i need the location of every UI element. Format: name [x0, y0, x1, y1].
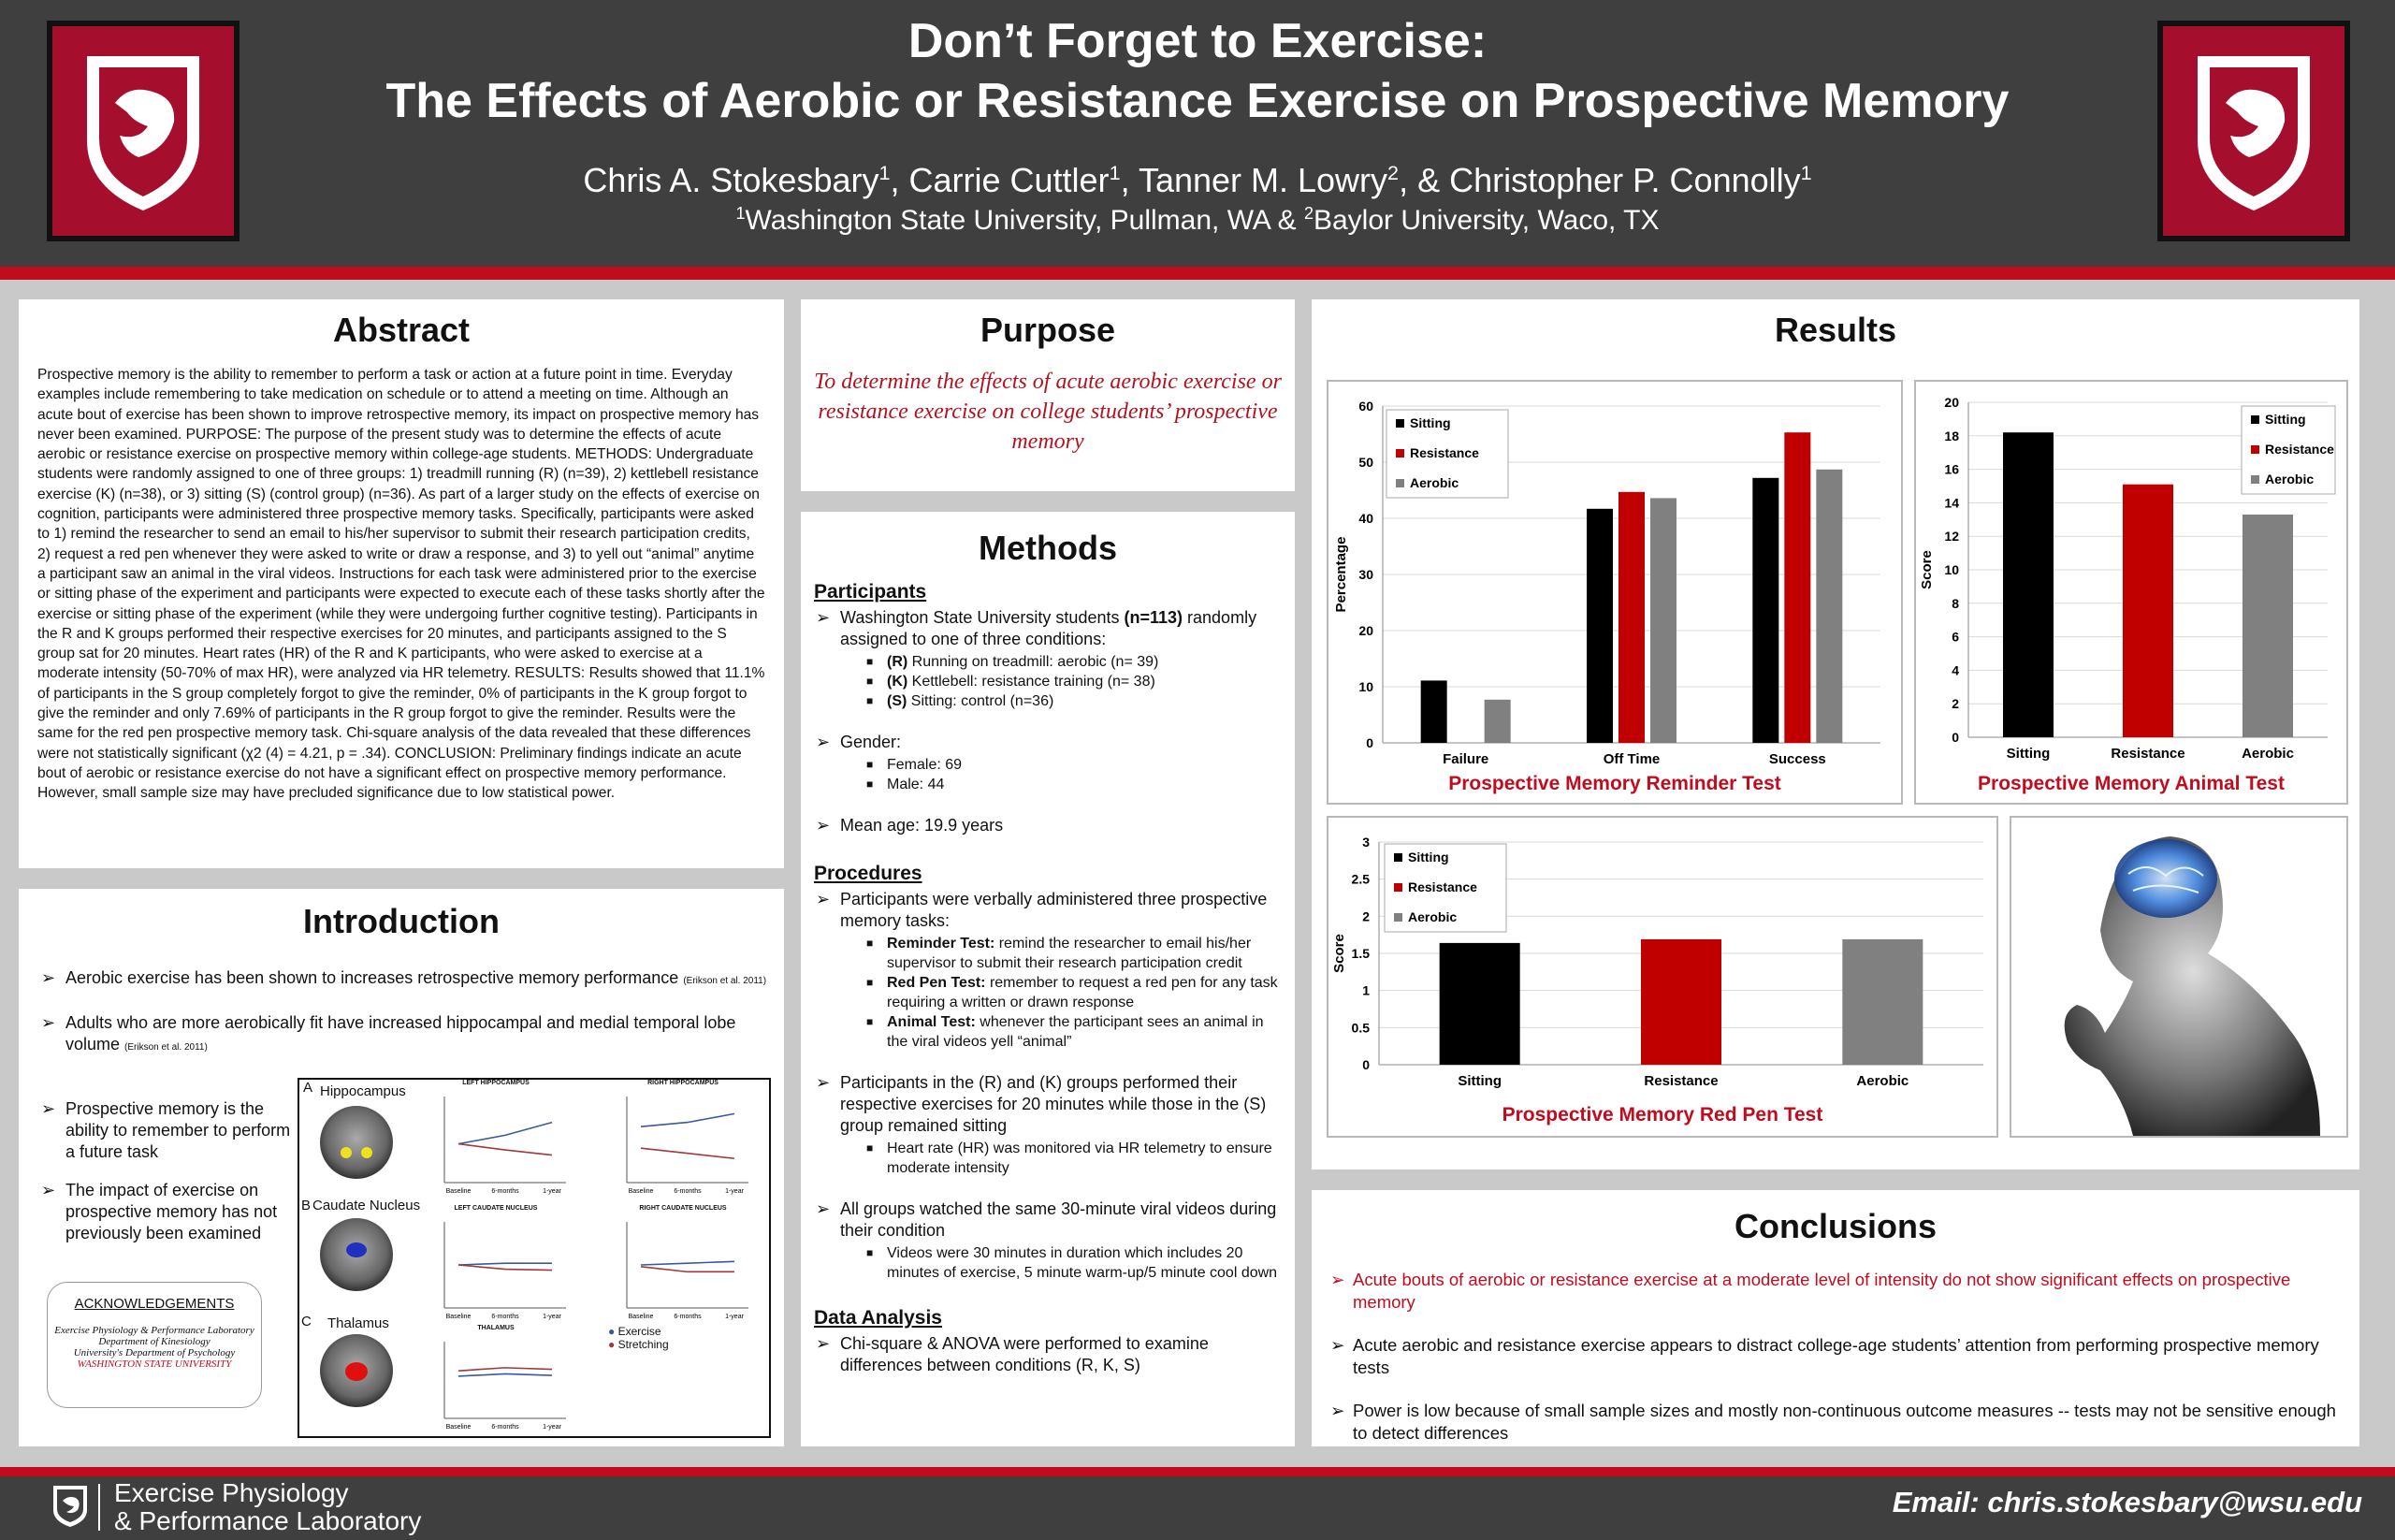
- author-affiliation-mark: 2: [1387, 161, 1400, 184]
- list-item: ➢ Participants were verbally administered three prospective memory tasks: ■ Reminder Test: remind the researcher to email his/her supervisor to submit their research participation credit ■ Red Pen Test: remember to request a red pen for any task requiring a written or drawn response ■ Animal Test: whenever the participant sees an animal in the viral videos yell “animal”: [814, 889, 1284, 1052]
- x-tick-label: Off Time: [1603, 751, 1661, 767]
- lab-shield-icon: [51, 1484, 89, 1529]
- exercise-line: [458, 1123, 552, 1144]
- subplot-x-tick: 1-year: [543, 1424, 561, 1431]
- y-tick-label: 16: [1944, 461, 1959, 477]
- x-tick-label: Aerobic: [1856, 1073, 1909, 1089]
- x-tick-label: Resistance: [1644, 1073, 1719, 1089]
- thalamus-label: Thalamus: [327, 1315, 389, 1331]
- brain-volume-figure: [298, 1078, 771, 1438]
- author-name: Carrie Cuttler: [908, 161, 1110, 199]
- methods-panel: [801, 512, 1295, 1446]
- legend-swatch: [1394, 913, 1402, 922]
- tasks-list: [863, 934, 1284, 1052]
- procedures-heading: Procedures: [814, 863, 922, 884]
- author-name: Chris A. Stokesbary: [583, 161, 879, 199]
- y-tick-label: 2: [1952, 696, 1959, 712]
- x-tick-label: Failure: [1443, 751, 1489, 767]
- legend-swatch: [1396, 419, 1404, 428]
- subplot-x-tick: 1-year: [543, 1314, 561, 1320]
- ack-line: Exercise Physiology & Performance Laboratory: [54, 1325, 254, 1336]
- list-item: ■ (S) Sitting: control (n=36): [866, 693, 1054, 709]
- wsu-logo-right: [2157, 21, 2350, 241]
- stretching-line: [641, 1267, 734, 1272]
- y-axis-label: Score: [1331, 934, 1347, 973]
- arrow-bullet-icon: ➢: [816, 816, 831, 835]
- subplot-title: THALAMUS: [477, 1325, 515, 1331]
- exercise-line: [641, 1261, 734, 1265]
- arrow-bullet-icon: ➢: [41, 1181, 56, 1199]
- x-tick-label: Success: [1768, 751, 1826, 767]
- arrow-bullet-icon: ➢: [1330, 1270, 1345, 1289]
- subplot-x-tick: 6-months: [491, 1314, 519, 1320]
- subplot-x-tick: Baseline: [628, 1314, 654, 1320]
- list-item: ➢ Participants in the (R) and (K) groups performed their respective exercises for 20 minutes while those in the (S) group remained sitting ■ Heart rate (HR) was monitored via HR telemetry to ensure moderate intensity: [814, 1072, 1284, 1178]
- y-tick-label: 0: [1952, 730, 1959, 745]
- y-tick-label: 2.5: [1351, 871, 1370, 887]
- subplot-title: RIGHT CAUDATE NUCLEUS: [639, 1205, 727, 1212]
- legend-label: Sitting: [1408, 850, 1449, 864]
- y-tick-label: 40: [1358, 511, 1373, 526]
- intro-bullets-left: [39, 1095, 297, 1244]
- x-tick-label: Sitting: [1458, 1073, 1502, 1089]
- methods-title: Methods: [979, 529, 1117, 567]
- bar-resistance: [1784, 432, 1810, 743]
- subplot-x-tick: 6-months: [674, 1314, 702, 1320]
- y-tick-label: 12: [1944, 529, 1959, 545]
- exercise-line: [641, 1113, 734, 1126]
- arrow-bullet-icon: ➢: [1330, 1335, 1345, 1355]
- list-item: [39, 1098, 297, 1163]
- exercise-line: [458, 1373, 552, 1375]
- legend-swatch: [2251, 415, 2259, 424]
- analysis-list: [814, 1333, 1284, 1376]
- list-item: ■ Videos were 30 minutes in duration which includes 20 minutes of exercise, 5 minute warm-up/5 minute cool down: [866, 1245, 1278, 1281]
- animal-test-plot: [1916, 382, 2346, 803]
- introduction-panel: [19, 889, 784, 1446]
- y-tick-label: 8: [1952, 595, 1959, 611]
- arrow-bullet-icon: ➢: [816, 890, 831, 908]
- list-item: ➢ Acute bouts of aerobic or resistance exercise at a moderate level of intensity do not show significant effects on prospective memory: [1330, 1270, 2291, 1312]
- purpose-text: To determine the effects of acute aerobic exercise or resistance exercise on college students’ prospective memory: [814, 370, 1282, 454]
- legend-label: Aerobic: [1408, 909, 1458, 924]
- bar-aerobic: [2243, 515, 2293, 737]
- x-tick-label: Resistance: [2111, 746, 2185, 762]
- y-tick-label: 1.5: [1351, 946, 1370, 961]
- legend-swatch: [2251, 475, 2259, 484]
- legend-label: Resistance: [1410, 445, 1479, 460]
- gender-list: [863, 755, 1284, 794]
- arrow-bullet-icon: ➢: [41, 1099, 56, 1118]
- bar-sitting: [1587, 509, 1613, 743]
- y-tick-label: 18: [1944, 428, 1959, 443]
- subplot-x-tick: 6-months: [491, 1188, 519, 1195]
- legend-swatch: [1396, 449, 1404, 458]
- bullet-text: Prospective memory is the ability to remember to perform a future task: [65, 1099, 291, 1161]
- list-item: ■ Animal Test: whenever the participant sees an animal in the viral videos yell “animal”: [866, 1014, 1264, 1050]
- acknowledgements-title: ACKNOWLEDGEMENTS: [74, 1296, 235, 1312]
- intro-bullets-top: [39, 964, 783, 1058]
- chart-title: Prospective Memory Red Pen Test: [1502, 1104, 1823, 1126]
- acknowledgements-box: [47, 1282, 262, 1408]
- legend-label: Aerobic: [2265, 472, 2315, 487]
- arrow-bullet-icon: ➢: [816, 1199, 831, 1218]
- legend-exercise: ● Exercise: [608, 1325, 661, 1338]
- wsu-shield-icon: [73, 47, 213, 215]
- list-item: ■ (R) Running on treadmill: aerobic (n= 39): [866, 654, 1159, 670]
- header-red-bar: [0, 267, 2395, 280]
- legend-swatch: [1396, 479, 1404, 487]
- bullet-text: Adults who are more aerobically fit have increased hippocampal and medial temporal lobe volume: [65, 1013, 736, 1053]
- y-tick-label: 30: [1358, 567, 1373, 582]
- x-tick-label: Sitting: [2006, 746, 2051, 762]
- lab-name-line2: & Performance Laboratory: [114, 1506, 422, 1535]
- panel-label-c: C: [301, 1314, 312, 1329]
- author-list: Chris A. Stokesbary$^1$, Carrie Cuttler$^1$, Tanner M. Lowry$^2$, & Christopher P. Connolly$^1$: [583, 161, 1812, 199]
- y-axis-label: Percentage: [1333, 536, 1349, 613]
- wsu-shield-icon: [2184, 47, 2324, 215]
- subplot-x-tick: 1-year: [725, 1314, 744, 1320]
- y-tick-label: 10: [1358, 679, 1373, 694]
- legend-swatch: [1394, 853, 1402, 862]
- videos-list: [863, 1243, 1284, 1283]
- list-item: [39, 1012, 783, 1058]
- hippocampus-label: Hippocampus: [320, 1083, 406, 1099]
- ack-line: University's Department of Psychology: [73, 1347, 236, 1358]
- arrow-bullet-icon: ➢: [816, 608, 831, 627]
- subplot-x-tick: Baseline: [445, 1314, 472, 1320]
- list-item: ■ Male: 44: [866, 777, 945, 792]
- list-item: ➢ Mean age: 19.9 years: [816, 816, 1004, 835]
- arrow-bullet-icon: ➢: [41, 968, 56, 987]
- stretching-line: [641, 1148, 734, 1158]
- subplot-x-tick: Baseline: [445, 1188, 472, 1195]
- affiliations: [281, 204, 2114, 237]
- ack-line: Department of Kinesiology: [98, 1336, 210, 1347]
- bullet-text: Aerobic exercise has been shown to increases retrospective memory performance: [65, 968, 684, 987]
- list-item: [39, 967, 783, 992]
- subplot-x-tick: Baseline: [445, 1424, 472, 1431]
- contact-email: Email: chris.stokesbary@wsu.edu: [1892, 1486, 2362, 1518]
- purpose-title: Purpose: [980, 311, 1116, 349]
- y-tick-label: 50: [1358, 455, 1373, 470]
- arrow-bullet-icon: ➢: [816, 733, 831, 751]
- wsu-logo-left: [47, 21, 240, 241]
- y-tick-label: 6: [1952, 629, 1959, 645]
- list-item: [39, 1180, 297, 1244]
- panel-label-b: B: [301, 1198, 312, 1213]
- panel-label-a: A: [303, 1080, 313, 1096]
- citation: (Erikson et al. 2011): [683, 976, 767, 986]
- legend-label: Sitting: [1410, 415, 1451, 430]
- introduction-title: Introduction: [303, 902, 500, 940]
- list-item: ➢ All groups watched the same 30-minute viral videos during their condition ■ Videos were 30 minutes in duration which includes 20 minutes of exercise, 5 minute warm-up/5 minute cool down: [814, 1199, 1284, 1283]
- stretching-line: [458, 1368, 552, 1371]
- poster-header: [0, 0, 2395, 267]
- list-item: ➢ Power is low because of small sample sizes and mostly non-continuous outcome measures -- tests may not be sensitive enough to detect differences: [1330, 1401, 2336, 1443]
- y-tick-label: 0: [1366, 735, 1373, 750]
- legend-label: Aerobic: [1410, 475, 1459, 490]
- bar-aerobic: [1842, 939, 1923, 1065]
- brain-scan-image: [320, 1334, 393, 1407]
- list-item: ➢ Gender: ■ Female: 69 ■ Male: 44: [814, 732, 1284, 794]
- author-affiliation-mark: 1: [1800, 161, 1812, 184]
- conclusions-title: Conclusions: [1734, 1207, 1938, 1245]
- legend-label: Resistance: [2265, 442, 2334, 457]
- footer-divider: [98, 1484, 100, 1531]
- bar-aerobic: [1650, 498, 1676, 743]
- bar-resistance: [1641, 939, 1721, 1065]
- list-item: ■ Heart rate (HR) was monitored via HR telemetry to ensure moderate intensity: [866, 1140, 1272, 1176]
- legend-label: Resistance: [1408, 879, 1477, 894]
- bar-aerobic: [1816, 470, 1842, 743]
- arrow-bullet-icon: ➢: [41, 1013, 56, 1032]
- brain-scan-image: [320, 1106, 393, 1179]
- red-pen-test-plot: [1328, 818, 1996, 1136]
- affiliation-mark: 2: [1303, 204, 1314, 223]
- affiliation-2: Baylor University, Waco, TX: [1313, 205, 1660, 236]
- red-pen-test-chart: [1327, 816, 1998, 1138]
- bar-sitting: [1752, 478, 1778, 743]
- subplot-title: LEFT HIPPOCAMPUS: [462, 1080, 530, 1086]
- y-tick-label: 20: [1358, 623, 1373, 638]
- subplot-x-tick: Baseline: [628, 1188, 654, 1195]
- legend-stretching: ● Stretching: [608, 1338, 669, 1351]
- bar-sitting: [1440, 943, 1520, 1065]
- author-name: & Christopher P. Connolly: [1417, 161, 1801, 199]
- conditions-list: [863, 652, 1284, 711]
- author-name: Tanner M. Lowry: [1138, 161, 1388, 199]
- purpose-panel: [801, 299, 1295, 491]
- y-tick-label: 10: [1944, 562, 1959, 577]
- runner-illustration-icon: [2011, 818, 2346, 1136]
- subplot-x-tick: 1-year: [725, 1188, 744, 1195]
- abstract-panel: [19, 299, 784, 868]
- affiliation-mark: 1: [735, 204, 746, 223]
- y-tick-label: 20: [1944, 395, 1959, 410]
- exercise-line: [458, 1263, 552, 1265]
- stretching-line: [458, 1144, 552, 1155]
- bar-sitting: [1421, 680, 1447, 743]
- bar-resistance: [2123, 485, 2173, 737]
- list-item: ➢ Washington State University students (n=113) randomly assigned to one of three conditions: ■ (R) Running on treadmill: aerobic (n= 39) ■ (K) Kettlebell: resistance training (n= 38) ■ (S) Sitting: control (n=36): [814, 607, 1284, 711]
- bar-sitting: [2003, 432, 2054, 737]
- arrow-bullet-icon: ➢: [816, 1334, 831, 1353]
- legend-swatch: [1394, 883, 1402, 892]
- subplot-x-tick: 1-year: [543, 1188, 561, 1195]
- ack-line: WASHINGTON STATE UNIVERSITY: [77, 1358, 232, 1370]
- subplot-title: RIGHT HIPPOCAMPUS: [647, 1080, 718, 1086]
- reminder-test-plot: [1328, 382, 1901, 803]
- procedures-list: [814, 889, 1284, 1283]
- y-tick-label: 1: [1362, 982, 1370, 998]
- y-tick-label: 0.5: [1351, 1020, 1370, 1036]
- subplot-x-tick: 6-months: [491, 1424, 519, 1431]
- y-tick-label: 4: [1952, 662, 1959, 678]
- legend-label: Sitting: [2265, 412, 2306, 427]
- bullet-text: The impact of exercise on prospective memory has not previously been examined: [65, 1181, 278, 1242]
- lab-name-line1: Exercise Physiology: [114, 1478, 349, 1507]
- participants-list: [814, 607, 1284, 836]
- animal-test-chart: [1914, 380, 2348, 805]
- bar-resistance: [1618, 492, 1645, 743]
- hr-list: [863, 1139, 1284, 1178]
- footer-red-bar: [0, 1467, 2395, 1476]
- list-item: ■ Red Pen Test: remember to request a red pen for any task requiring a written or drawn response: [866, 975, 1278, 1010]
- data-analysis-heading: Data Analysis: [814, 1307, 942, 1329]
- subplot-x-tick: 6-months: [674, 1188, 702, 1195]
- caudate-label: Caudate Nucleus: [312, 1198, 421, 1213]
- affiliation-1: Washington State University, Pullman, WA &: [745, 205, 1304, 236]
- y-tick-label: 3: [1362, 835, 1370, 850]
- y-tick-label: 2: [1362, 908, 1370, 924]
- arrow-bullet-icon: ➢: [816, 1073, 831, 1092]
- poster-title-line2: The Effects of Aerobic or Resistance Exercise on Prospective Memory: [385, 74, 2010, 128]
- y-axis-label: Score: [1919, 550, 1935, 589]
- author-affiliation-mark: 1: [878, 161, 891, 184]
- list-item: ■ (K) Kettlebell: resistance training (n= 38): [866, 674, 1155, 690]
- reminder-test-chart: [1327, 380, 1903, 805]
- poster-title-line1: Don’t Forget to Exercise:: [907, 14, 1488, 68]
- results-panel: [1312, 299, 2359, 1170]
- chart-title: Prospective Memory Reminder Test: [1448, 773, 1781, 794]
- chart-title: Prospective Memory Animal Test: [1978, 773, 2285, 794]
- list-item: ■ Female: 69: [866, 757, 963, 773]
- y-tick-label: 14: [1944, 495, 1959, 511]
- arrow-bullet-icon: ➢: [1330, 1401, 1345, 1420]
- list-item: ■ Reminder Test: remind the researcher to email his/her supervisor to submit their research participation credit: [866, 936, 1252, 971]
- bar-aerobic: [1485, 700, 1511, 743]
- stretching-line: [458, 1265, 552, 1271]
- y-tick-label: 0: [1362, 1057, 1370, 1072]
- results-title: Results: [1774, 311, 1897, 349]
- conclusions-panel: [1312, 1190, 2359, 1446]
- subplot-title: LEFT CAUDATE NUCLEUS: [454, 1205, 538, 1212]
- legend-swatch: [2251, 445, 2259, 454]
- list-item: ➢ Acute aerobic and resistance exercise appears to distract college-age students’ attention from performing prospective memory tests: [1330, 1335, 2319, 1377]
- list-item: ➢ Chi-square & ANOVA were performed to examine differences between conditions (R, K, S): [816, 1334, 1209, 1374]
- abstract-title: Abstract: [332, 311, 471, 349]
- citation: (Erikson et al. 2011): [124, 1042, 208, 1053]
- author-affiliation-mark: 1: [1109, 161, 1121, 184]
- figure-legend: [608, 1325, 669, 1351]
- y-tick-label: 60: [1358, 399, 1373, 414]
- runner-brain-image: [2010, 816, 2348, 1138]
- poster-footer: [0, 1476, 2395, 1540]
- brain-scan-image: [320, 1218, 393, 1291]
- abstract-text: Prospective memory is the ability to remember to perform a task or action at a future point in time. Everyday examples include remembering to take medication on schedule or to attend a meeting on time. Although an acute bout of exercise has been shown to improve retrospective memory, its impact on prospective memory has never been examined. PURPOSE: The purpose of the present study was to determine the effects of acute aerobic or resistance exercise on prospective memory within college-age students. METHODS: Undergraduate students were randomly assigned to one of three groups: 1) treadmill running (R) (n=39), 2) kettlebell resistance exercise (K) (n=38), or 3) sitting (S) (control group) (n=36). As part of a larger study on the effects of exercise on cognition, participants were administered three prospective memory tasks. Specifically, participants were asked to 1) remind the researcher to send an email to his/her supervisor to submit their research participation credits, 2) request a red pen whenever they were asked to write or draw a response, and 3) to yell out “animal” anytime a participant saw an animal in the viral videos. Instructions for each task were administered prior to the exercise or sitting phase of the experiment and participants were expected to execute each of these tasks shortly after the exercise or sitting phase of the experiment (while they were undergoing further cognitive testing). Participants in the R and K groups performed their respective exercises for 20 minutes, and participants assigned to the S group sat for 20 minutes. Heart rates (HR) of the R and K participants, who were asked to exercise at a moderate intensity (50-70% of max HR), were analyzed via HR telemetry. RESULTS: Results showed that 11.1% of participants in the S group completely forgot to give the reminder, 0% of participants in the K group forgot to give the reminder and only 7.69% of participants in the R group forgot to give the reminder. Results were the same for the red pen prospective memory task. Chi-square analysis of the data revealed that these differences were not statistically significant (χ2 (4) = 4.21, p = .34). CONCLUSION: Preliminary findings indicate an acute bout of aerobic or resistance exercise do not have a significant effect on prospective memory performance. However, small sample size may have precluded significance due to low statistical power.: [37, 367, 765, 802]
- x-tick-label: Aerobic: [2242, 746, 2294, 762]
- participants-heading: Participants: [814, 581, 927, 603]
